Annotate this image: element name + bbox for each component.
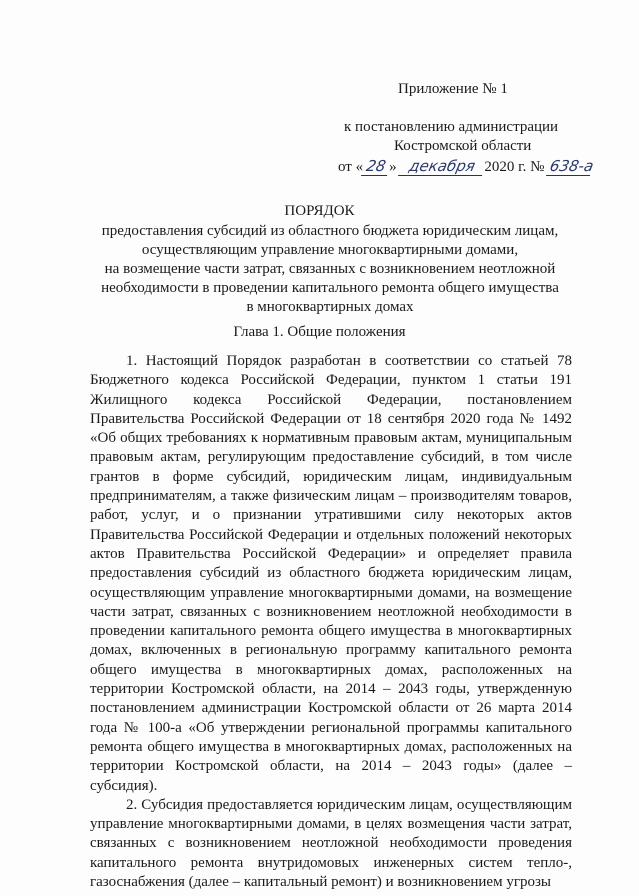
subtitle-line: на возмещение части затрат, связанных с возникновением неотложной <box>104 261 556 277</box>
handwritten-month: декабря <box>398 157 486 176</box>
handwritten-number: 638-а <box>546 157 594 176</box>
subtitle-line: необходимости в проведении капитального ремонта общего имущества <box>101 280 559 296</box>
subtitle-line: осуществляющим управление многоквартирными домами, <box>141 242 519 258</box>
date-prefix: от « <box>338 159 364 175</box>
annex-date-line <box>338 157 596 176</box>
subtitle-line: в многоквартирных домах <box>246 299 414 315</box>
annex-line-1: к постановлению администрации <box>344 119 559 135</box>
document-body <box>90 352 572 892</box>
handwritten-day: 28 <box>361 157 391 176</box>
annex-line-2: Костромской области <box>394 138 532 154</box>
document-subtitle <box>60 222 600 317</box>
date-year: 2020 г. № <box>484 159 545 175</box>
subtitle-line: предоставления субсидий из областного бюджета юридическим лицам, <box>101 223 559 239</box>
paragraph-2: 2. Субсидия предоставляется юридическим лицам, осуществляющим управление многоквартирными домами, в целях возмещения части затрат, связанных с возникновением неотложной необходимости проведения капитального ремонта внутридомовых инженерных систем тепло-, газоснабжения (далее – капитальный ремонт) и возникновением угрозы <box>90 796 572 891</box>
document-title: ПОРЯДОК <box>284 203 355 219</box>
paragraph-1: 1. Настоящий Порядок разработан в соответствии со статьей 78 Бюджетного кодекса Российской Федерации, пунктом 1 статьи 191 Жилищного кодекса Российской Федерации, постановлением Правительства Российской Федерации от 18 сентября 2020 года № 1492 «Об общих требованиях к нормативным правовым актам, муниципальным правовым актам, регулирующим предоставление субсидий, в том числе грантов в форме субсидий, юридическим лицам, индивидуальным предпринимателям, а также физическим лицам – производителям товаров, работ, услуг, и о признании утратившими силу некоторых актов Правительства Российской Федерации и отдельных положений некоторых актов Правительства Российской Федерации» и определяет правила предоставления субсидий из областного бюджета юридическим лицам, осуществляющим управление многоквартирными домами, на возмещение части затрат, связанных с возникновением неотложной необходимости в проведении капитального ремонта общего имущества в многоквартирных домах, включенных в региональную программу капитального ремонта общего имущества в многоквартирных домах, расположенных на территории Костромской области, на 2014 – 2043 годы, утвержденную постановлением администрации Костромской области от 26 марта 2014 года № 100-а «Об утверждении региональной программы капитального ремонта общего имущества в многоквартирных домах, расположенных на территории Костромской области, на 2014 – 2043 годы» (далее – субсидия). <box>90 353 572 794</box>
chapter-heading: Глава 1. Общие положения <box>233 324 406 340</box>
annex-title: Приложение № 1 <box>398 81 508 97</box>
date-mid: » <box>389 159 397 175</box>
